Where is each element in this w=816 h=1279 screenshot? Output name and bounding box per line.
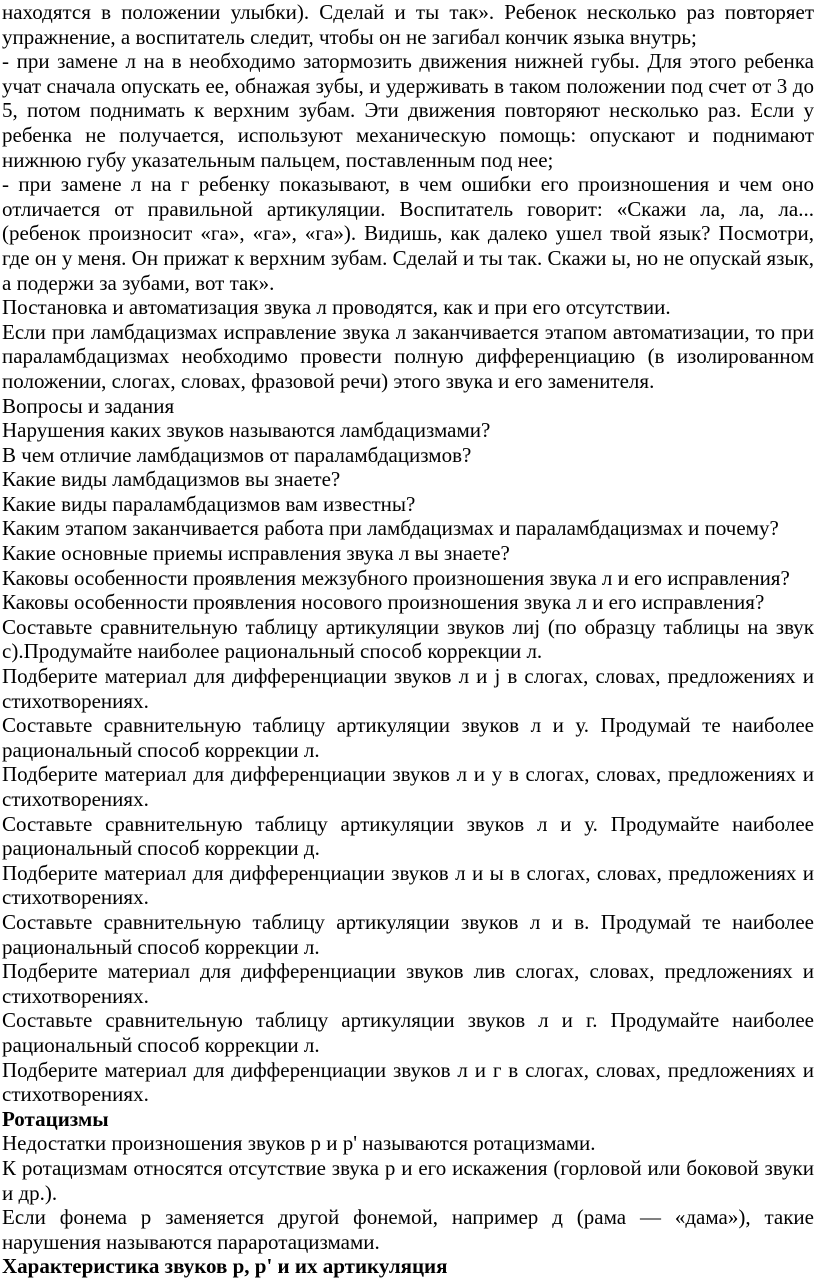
question-item: Какие виды ламбдацизмов вы знаете? — [2, 467, 341, 492]
question-item: Какие основные приемы исправления звука л вы знаете? — [2, 541, 510, 566]
task-item: Составьте сравнительную таблицу артикуляции звуков л и у. Продумайте наиболее рациональный способ коррекции д. — [2, 811, 814, 861]
task-item: Составьте сравнительную таблицу артикуляции звуков л и у. Продумай те наиболее рациональный способ коррекции л. — [2, 713, 814, 762]
section-heading-questions: Вопросы и задания — [2, 393, 175, 418]
section-heading-rotacisms: Ротацизмы — [2, 1106, 109, 1131]
task-item: Составьте сравнительную таблицу артикуляции звуков лиј (по образцу таблицы на звук с).Продумайте наиболее рациональный способ коррекции л. — [2, 614, 814, 664]
question-item: Каковы особенности проявления носового произношения звука л и его исправления? — [2, 590, 765, 615]
question-item: Каким этапом заканчивается работа при ламбдацизмах и параламбдацизмах и почему? — [2, 516, 779, 541]
question-item: Какие виды параламбдацизмов вам известны? — [2, 491, 416, 516]
paragraph: К ротацизмам относятся отсутствие звука р и его искажения (горловой или боковой звуки и др.). — [2, 1155, 814, 1205]
task-item: Составьте сравнительную таблицу артикуляции звуков л и г. Продумайте наиболее рациональный способ коррекции л. — [2, 1008, 814, 1057]
paragraph: находятся в положении улыбки). Сделай и ты так». Ребенок несколько раз повторяет упражнение, а воспитатель следит, чтобы он не загибал кончик языка внутрь; — [2, 0, 814, 49]
task-item: Подберите материал для дифференциации звуков л и у в слогах, словах, предложениях и стихотворениях. — [2, 762, 814, 811]
question-item: Нарушения каких звуков называются ламбдацизмами? — [2, 418, 491, 443]
paragraph: - при замене л на в необходимо затормозить движения нижней губы. Для этого ребенка учат сначала опускать ее, обнажая зубы, и удерживать в таком положении под счет от 3 до 5, потом поднимать к верхним зубам. Эти движения повторяют несколько раз. Если у ребенка не получается, используют механическую помощь: опускают и поднимают нижнюю губу указательным пальцем, поставленным под нее; — [2, 49, 814, 172]
paragraph: Если фонема р заменяется другой фонемой, например д (рама — «дама»), такие нарушения называются параротацизмами. — [2, 1205, 814, 1254]
task-item: Составьте сравнительную таблицу артикуляции звуков л и в. Продумай те наиболее рациональный способ коррекции л. — [2, 909, 814, 959]
task-item: Подберите материал для дифференциации звуков л и ј в слогах, словах, предложениях и стихотворениях. — [2, 664, 814, 713]
task-item: Подберите материал для дифференциации звуков л и г в слогах, словах, предложениях и стихотворениях. — [2, 1057, 814, 1107]
task-item: Подберите материал для дифференциации звуков лив слогах, словах, предложениях и стихотворениях. — [2, 959, 814, 1008]
question-item: Каковы особенности проявления межзубного произношения звука л и его исправления? — [2, 565, 790, 590]
section-heading-characteristics: Характеристика звуков р, р' и их артикуляция — [2, 1254, 448, 1279]
task-item: Подберите материал для дифференциации звуков л и ы в слогах, словах, предложениях и стихотворениях. — [2, 860, 814, 910]
paragraph: Недостатки произношения звуков р и р' называются ротацизмами. — [2, 1131, 596, 1156]
paragraph: - при замене л на г ребенку показывают, в чем ошибки его произношения и чем оно отличается от правильной артикуляции. Воспитатель говорит: «Скажи ла, ла, ла... (ребенок произносит «га», «га», «га»). Видишь, как далеко ушел твой язык? Посмотри, где он у меня. Он прижат к верхним зубам. Сделай и ты так. Скажи ы, но не опускай язык, а подержи за зубами, вот так». — [2, 172, 814, 295]
question-item: В чем отличие ламбдацизмов от параламбдацизмов? — [2, 442, 472, 467]
paragraph: Постановка и автоматизация звука л проводятся, как и при его отсутствии. — [2, 295, 671, 320]
paragraph: Если при ламбдацизмах исправление звука л заканчивается этапом автоматизации, то при параламбдацизмах необходимо провести полную дифференциацию (в изолированном положении, слогах, словах, фразовой речи) этого звука и его заменителя. — [2, 319, 814, 393]
